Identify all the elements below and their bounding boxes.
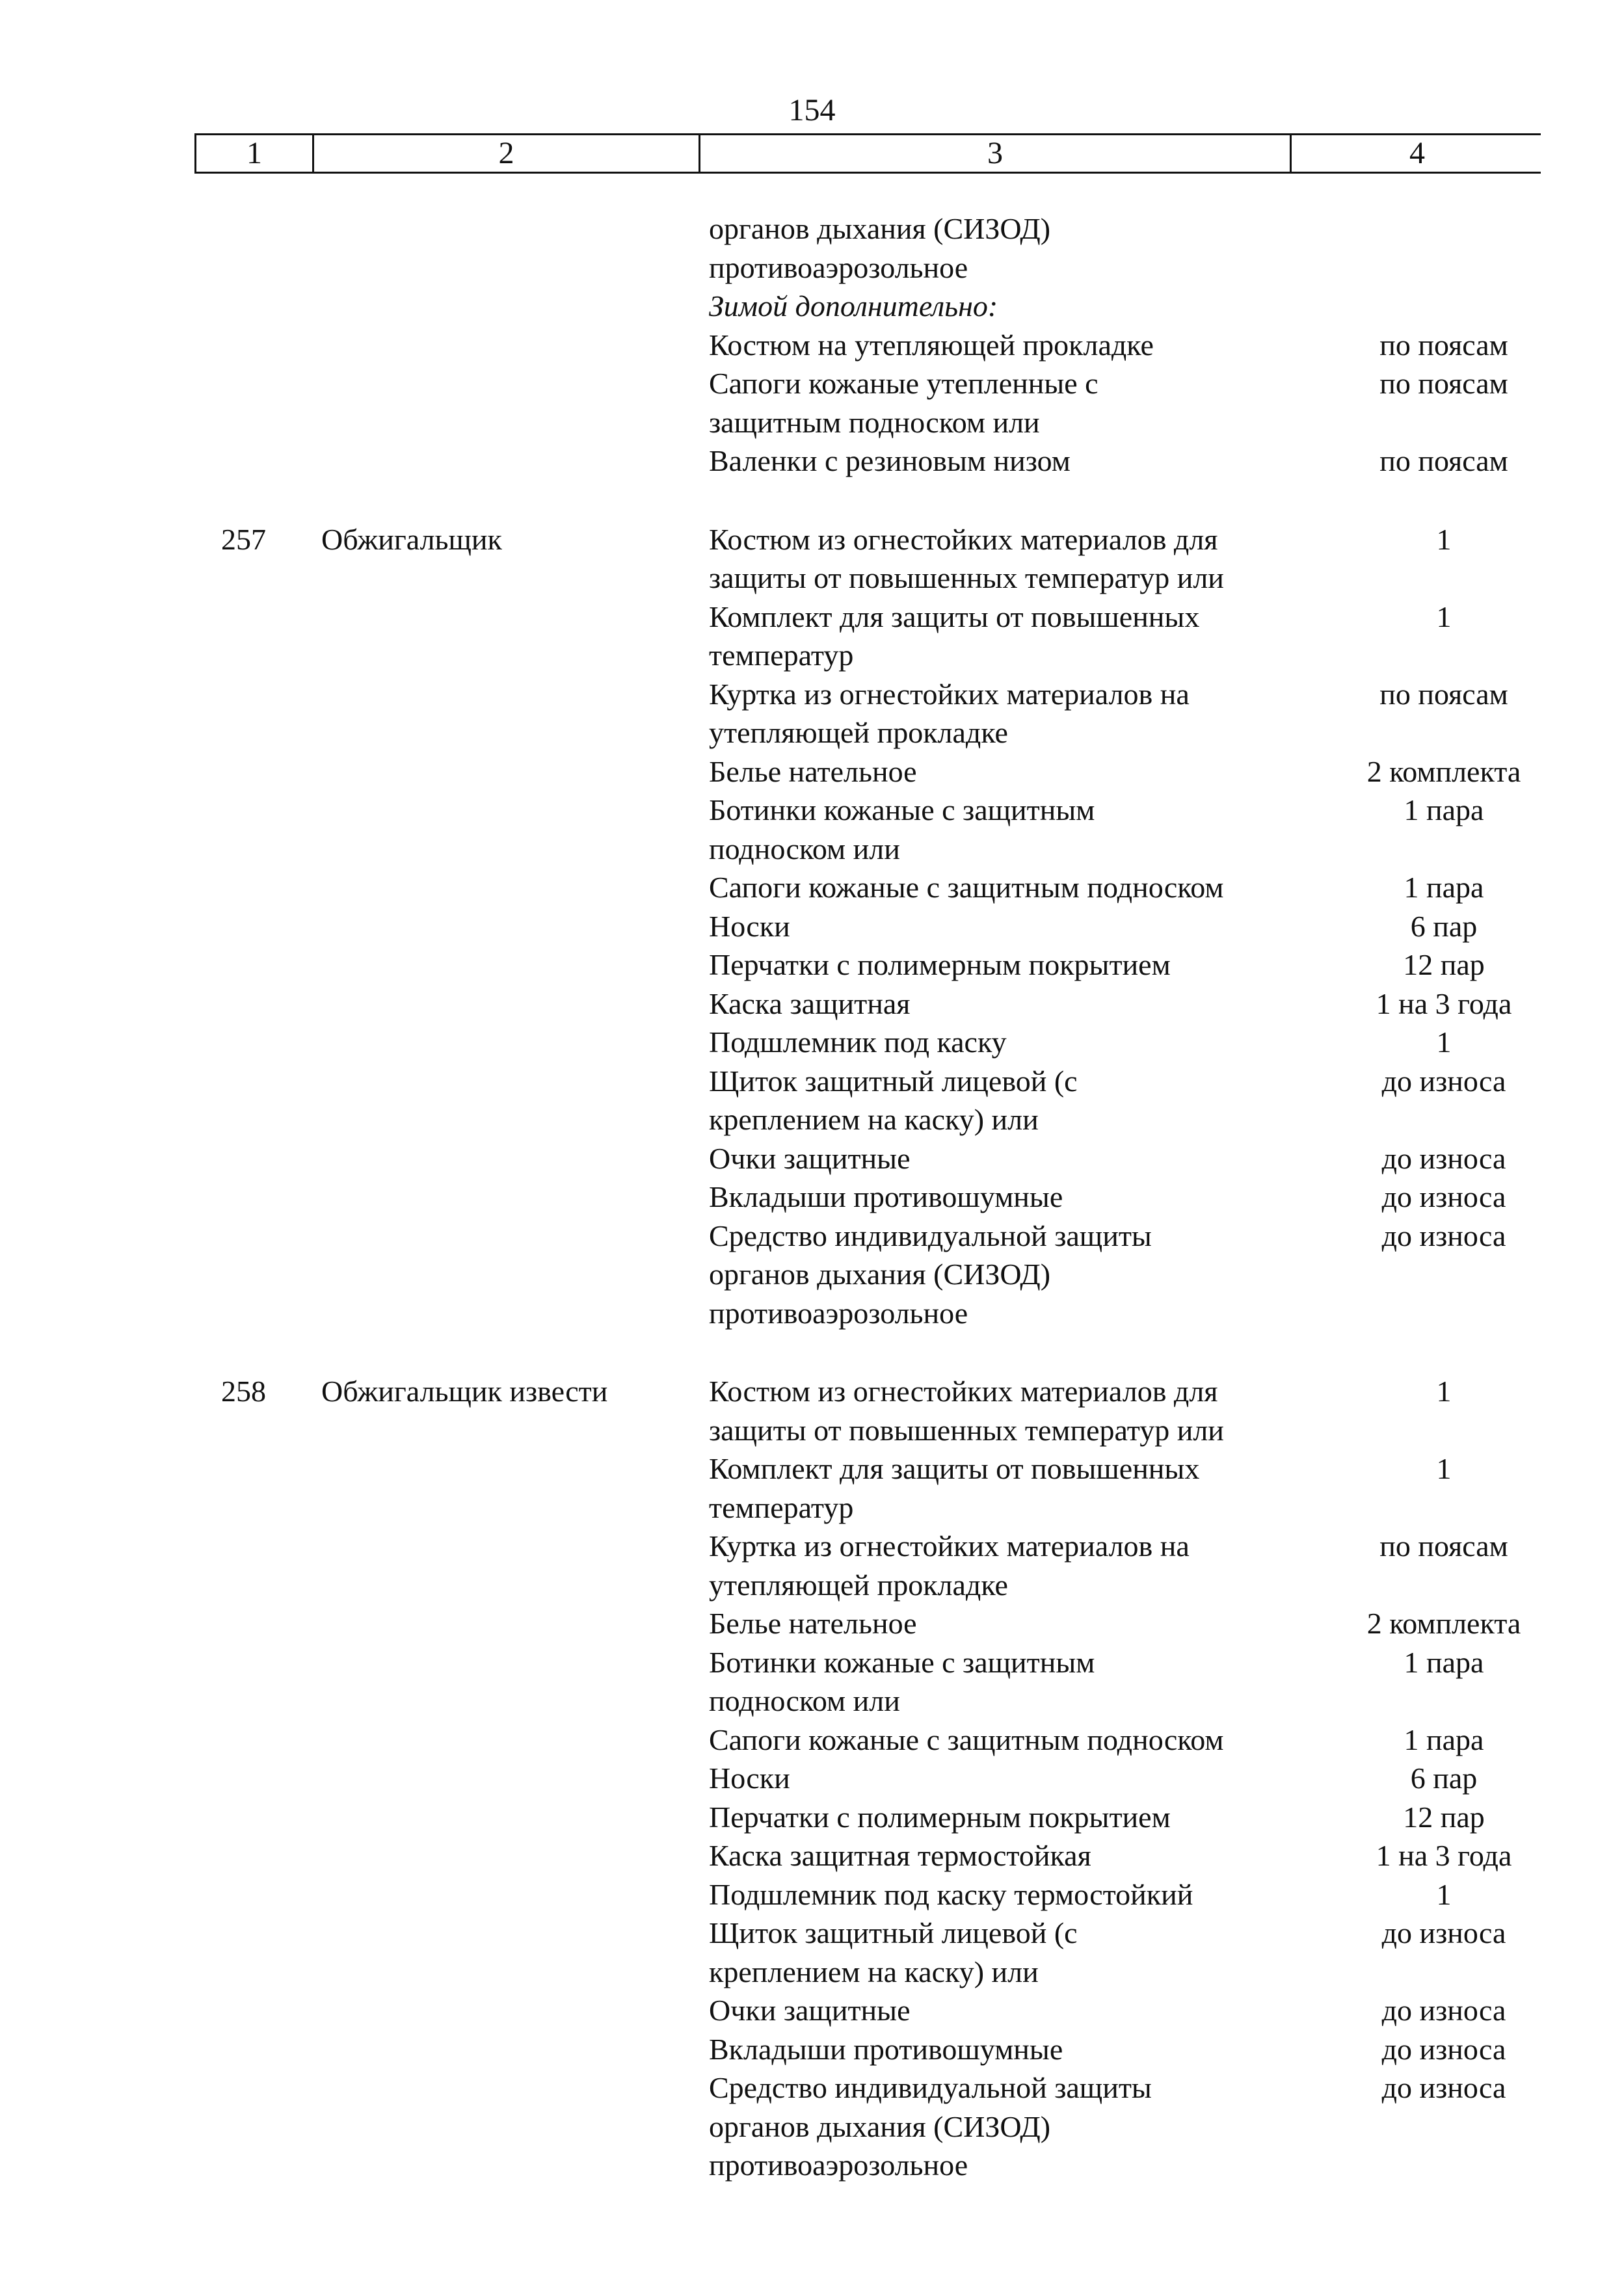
quantity-line: до износа (1381, 1180, 1506, 1213)
item-line: Комплект для защиты от повышенных (709, 600, 1200, 633)
item-line: противоаэрозольное (709, 250, 968, 284)
page-number: 154 (788, 93, 836, 127)
item-line: органов дыхания (СИЗОД) (709, 2109, 1051, 2143)
quantity-line: 1 (1436, 1025, 1452, 1059)
item-line: Комплект для защиты от повышенных (709, 1452, 1200, 1485)
item-line: Куртка из огнестойких материалов на (709, 677, 1190, 711)
item-line: Подшлемник под каску (709, 1025, 1007, 1059)
item-line: утепляющей прокладке (709, 716, 1008, 749)
item-line: Сапоги кожаные с защитным подноском (709, 1722, 1224, 1756)
item-line: противоаэрозольное (709, 1296, 968, 1330)
item-line: Куртка из огнестойких материалов на (709, 1529, 1190, 1563)
column-header-1: 1 (246, 136, 262, 170)
item-line: Носки (709, 909, 790, 943)
quantity-line: 1 (1436, 1375, 1452, 1408)
item-line: Белье нательное (709, 754, 917, 788)
item-line: Костюм из огнестойких материалов для (709, 522, 1218, 556)
quantity-line: 1 на 3 года (1376, 1839, 1512, 1872)
item-line: защитным подноском или (709, 405, 1040, 439)
quantity-line: 2 комплекта (1366, 754, 1521, 788)
item-line: подноском или (709, 1684, 900, 1717)
item-line: Каска защитная (709, 986, 911, 1020)
quantity-line: 1 (1436, 522, 1452, 556)
item-line: Очки защитные (709, 1141, 911, 1175)
item-line: Подшлемник под каску термостойкий (709, 1877, 1193, 1911)
item-line: защиты от повышенных температур или (709, 561, 1224, 594)
entry-number: 257 (221, 522, 266, 556)
quantity-line: по поясам (1379, 677, 1508, 711)
item-line: Очки защитные (709, 1994, 911, 2027)
column-header-4: 4 (1409, 136, 1425, 170)
item-line: Ботинки кожаные с защитным (709, 793, 1095, 826)
item-line: противоаэрозольное (709, 2148, 968, 2182)
item-line: органов дыхания (СИЗОД) (709, 1258, 1051, 1291)
item-line: Каска защитная термостойкая (709, 1839, 1091, 1872)
item-line: Перчатки с полимерным покрытием (709, 1800, 1171, 1834)
item-line: температур (709, 1490, 854, 1524)
quantity-line: 1 пара (1404, 1645, 1484, 1679)
item-line: Ботинки кожаные с защитным (709, 1645, 1095, 1679)
item-line: Носки (709, 1762, 790, 1795)
item-line: утепляющей прокладке (709, 1568, 1008, 1602)
section-note: Зимой дополнительно: (709, 289, 998, 323)
quantity-line: по поясам (1379, 444, 1508, 477)
entry-number: 258 (221, 1375, 266, 1408)
quantity-line: до износа (1381, 1994, 1506, 2027)
item-line: Средство индивидуальной защиты (709, 2071, 1152, 2104)
item-line: органов дыхания (СИЗОД) (709, 212, 1051, 245)
quantity-line: до износа (1381, 2032, 1506, 2066)
item-line: Перчатки с полимерным покрытием (709, 948, 1171, 981)
quantity-line: 1 пара (1404, 1722, 1484, 1756)
item-line: Щиток защитный лицевой (с (709, 1916, 1078, 1949)
profession-name: Обжигальщик (321, 522, 502, 556)
item-line: Вкладыши противошумные (709, 2032, 1063, 2066)
quantity-line: 12 пар (1403, 948, 1485, 981)
quantity-line: до износа (1381, 1219, 1506, 1252)
quantity-line: 1 (1436, 1877, 1452, 1911)
item-line: Костюм на утепляющей прокладке (709, 328, 1154, 362)
quantity-line: 12 пар (1403, 1800, 1485, 1834)
quantity-line: 2 комплекта (1366, 1607, 1521, 1640)
item-line: Белье нательное (709, 1607, 917, 1640)
quantity-line: 1 пара (1404, 793, 1484, 826)
column-header-3: 3 (987, 136, 1003, 170)
item-line: Щиток защитный лицевой (с (709, 1064, 1078, 1098)
quantity-line: 1 пара (1404, 871, 1484, 904)
quantity-line: до износа (1381, 1916, 1506, 1949)
item-line: Сапоги кожаные утепленные с (709, 367, 1098, 400)
item-line: креплением на каску) или (709, 1103, 1039, 1136)
item-line: Костюм из огнестойких материалов для (709, 1375, 1218, 1408)
quantity-line: по поясам (1379, 1529, 1508, 1563)
quantity-line: 6 пар (1410, 909, 1478, 943)
item-line: Средство индивидуальной защиты (709, 1219, 1152, 1252)
item-line: Валенки с резиновым низом (709, 444, 1071, 477)
quantity-line: до износа (1381, 2071, 1506, 2104)
quantity-line: по поясам (1379, 367, 1508, 400)
item-line: креплением на каску) или (709, 1955, 1039, 1988)
quantity-line: 1 на 3 года (1376, 986, 1512, 1020)
column-header-2: 2 (498, 136, 514, 170)
quantity-line: 1 (1436, 1452, 1452, 1485)
column-header-row (194, 133, 1541, 174)
item-line: Вкладыши противошумные (709, 1180, 1063, 1213)
item-line: подноском или (709, 832, 900, 865)
quantity-line: до износа (1381, 1141, 1506, 1175)
item-line: Сапоги кожаные с защитным подноском (709, 871, 1224, 904)
profession-name: Обжигальщик извести (321, 1375, 608, 1408)
quantity-line: по поясам (1379, 328, 1508, 362)
quantity-line: 6 пар (1410, 1762, 1478, 1795)
quantity-line: до износа (1381, 1064, 1506, 1098)
item-line: защиты от повышенных температур или (709, 1413, 1224, 1447)
item-line: температур (709, 639, 854, 672)
quantity-line: 1 (1436, 600, 1452, 633)
